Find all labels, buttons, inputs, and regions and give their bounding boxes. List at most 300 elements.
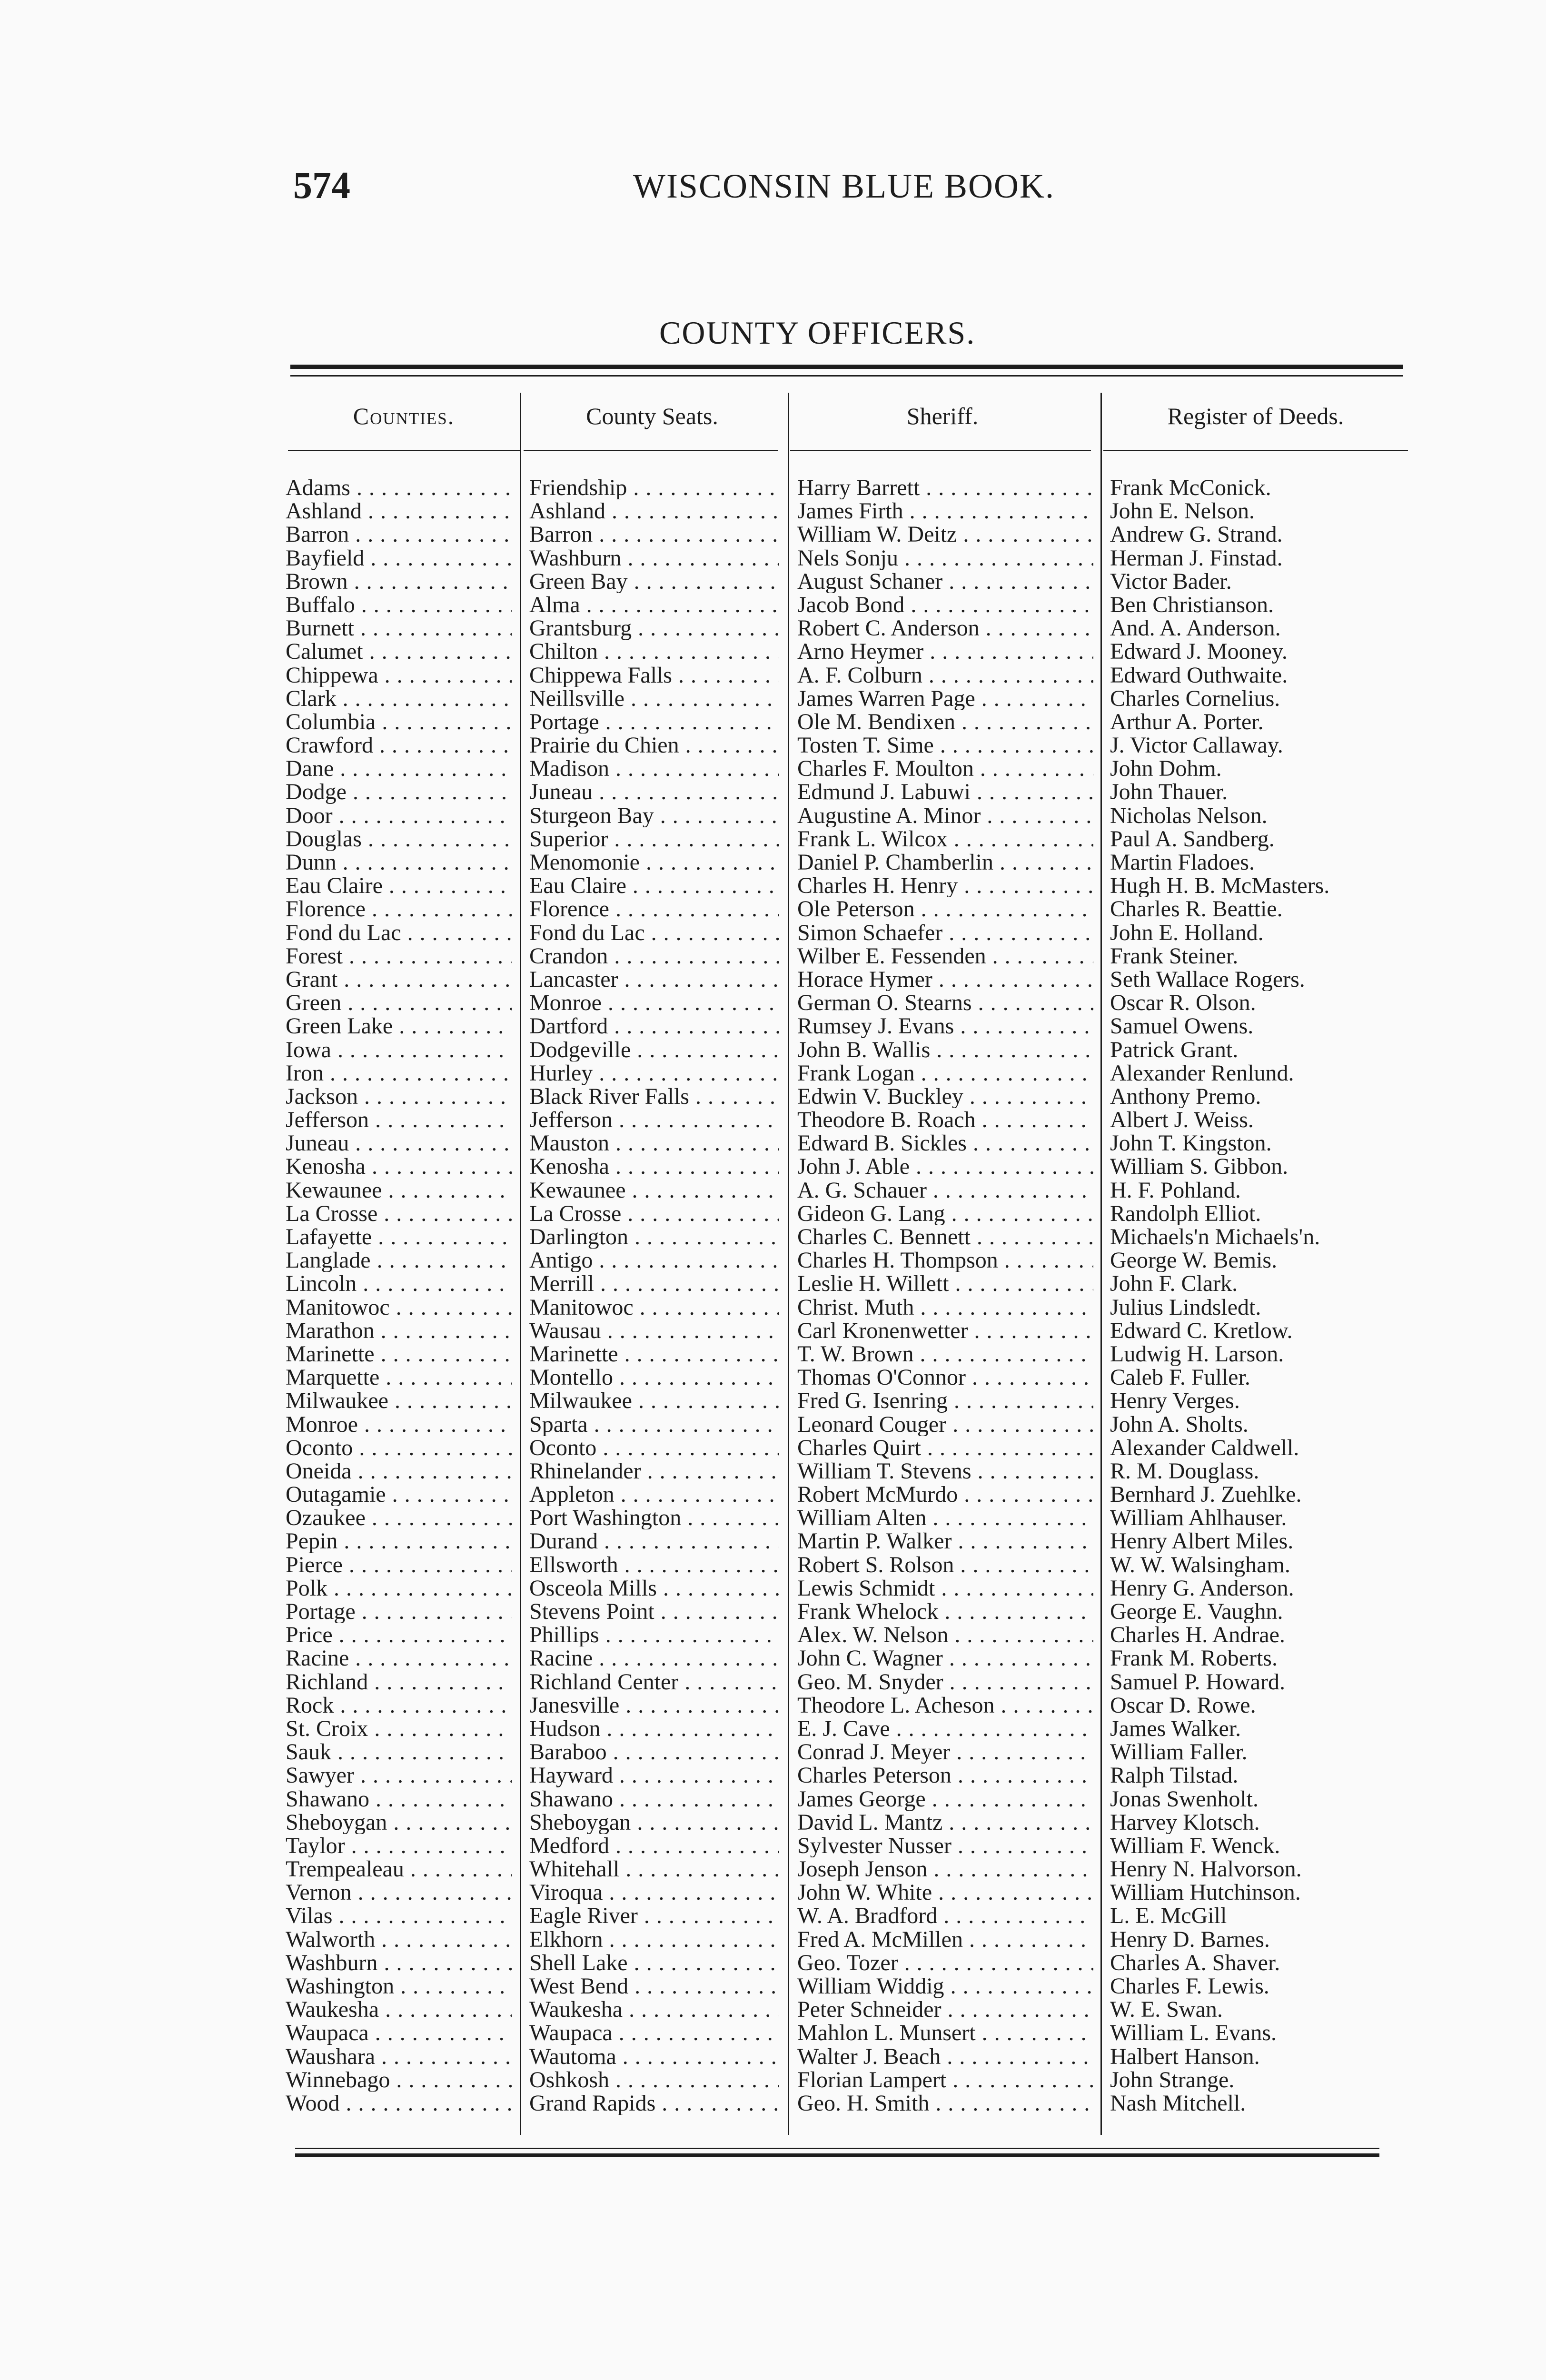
county-name: Douglas . . . [286,827,512,851]
sheriff-name: Theodore L. Acheson . . . [797,1694,1093,1717]
county-name: Burnett . . . [286,616,512,640]
county-seat: Hurley . . . [529,1061,779,1085]
county-name: Washburn . . . [286,1951,512,1974]
register-name: H. F. Pohland. [1110,1178,1241,1202]
county-name: Taylor . . . [286,1834,512,1857]
county-name: Fond du Lac . . . [286,921,512,944]
sheriff-name: William T. Stevens . . . [797,1459,1093,1483]
county-seat: Barron . . . [529,523,779,546]
county-seat: Portage . . . [529,710,779,734]
sheriff-name: A. F. Colburn . . . [797,664,1093,687]
register-name: Ralph Tilstad. [1110,1764,1239,1787]
register-name: John F. Clark. [1110,1272,1238,1296]
county-name: Adams . . . [286,476,512,499]
sheriff-name: Frank Logan . . . [797,1061,1093,1085]
register-name: Bernhard J. Zuehlke. [1110,1483,1302,1507]
register-name: Paul A. Sandberg. [1110,827,1275,851]
county-name: Iowa . . . [286,1038,512,1061]
sheriff-name: Lewis Schmidt . . . [797,1577,1093,1600]
sheriff-name: T. W. Brown . . . [797,1342,1093,1366]
county-name: Lafayette . . . [286,1225,512,1249]
column-header-county-seats: County Seats. [586,403,718,429]
sheriff-name: Jacob Bond . . . [797,593,1093,616]
county-name: Shawano . . . [286,1787,512,1811]
county-name: Trempealeau . . . [286,1857,512,1881]
sheriff-name: William Widdig . . . [797,1974,1093,1998]
register-name: Seth Wallace Rogers. [1110,967,1305,992]
sheriff-name: Florian Lampert . . . [797,2068,1093,2092]
sheriff-name: Harry Barrett . . . [797,476,1093,499]
sheriff-name: Daniel P. Chamberlin . . . [797,851,1093,874]
sheriff-name: Sylvester Nusser . . . [797,1834,1093,1857]
county-seat: Shell Lake . . . [529,1951,779,1974]
county-name: La Crosse . . . [286,1202,512,1225]
county-seat: Oshkosh . . . [529,2068,779,2092]
county-seat: Janesville . . . [529,1694,779,1717]
county-seat: Manitowoc . . . [529,1296,779,1319]
register-name: W. W. Walsingham. [1110,1553,1290,1577]
county-seat: Sturgeon Bay . . . [529,804,779,827]
column-separator [788,393,789,2135]
county-seat: Kenosha . . . [529,1155,779,1178]
sheriff-name: Conrad J. Meyer . . . [797,1740,1093,1764]
county-seat: Osceola Mills . . . [529,1577,779,1600]
county-name: Calumet . . . [286,640,512,663]
section-title: COUNTY OFFICERS. [659,315,976,351]
register-name: Patrick Grant. [1110,1038,1239,1061]
register-name: John E. Holland. [1110,921,1264,944]
county-seat: Chilton . . . [529,640,779,663]
register-name: Henry G. Anderson. [1110,1576,1294,1600]
sheriff-name: Carl Kronenwetter . . . [797,1319,1093,1342]
sheriff-name: Ole Peterson . . . [797,897,1093,921]
county-name: Columbia . . . [286,710,512,734]
county-seat: Port Washington . . . [529,1506,779,1529]
county-seat: Whitehall . . . [529,1857,779,1881]
sheriff-name: Thomas O'Connor . . . [797,1366,1093,1389]
county-seat: Washburn . . . [529,546,779,570]
register-name: Edward J. Mooney. [1110,640,1288,664]
register-name: Charles H. Andrae. [1110,1623,1285,1647]
county-seat: Eagle River . . . [529,1904,779,1927]
register-name: Halbert Hanson. [1110,2044,1260,2068]
county-seat: Mauston . . . [529,1131,779,1155]
sheriff-name: Nels Sonju . . . [797,546,1093,570]
sheriff-name: Arno Heymer . . . [797,640,1093,663]
county-seat: Hayward . . . [529,1764,779,1787]
sheriff-name: E. J. Cave . . . [797,1717,1093,1740]
county-name: Crawford . . . [286,734,512,757]
register-name: L. E. McGill [1110,1904,1227,1928]
sheriff-name: Charles Quirt . . . [797,1436,1093,1459]
county-name: Walworth . . . [286,1928,512,1951]
column-separator [520,393,521,2135]
register-name: Hugh H. B. McMasters. [1110,874,1330,898]
county-name: Marathon . . . [286,1319,512,1342]
county-seat: Jefferson . . . [529,1108,779,1131]
sheriff-name: Martin P. Walker . . . [797,1529,1093,1553]
county-name: Dunn . . . [286,851,512,874]
register-name: Anthony Premo. [1110,1084,1261,1109]
sheriff-column [797,476,1093,2115]
county-seat: Durand . . . [529,1529,779,1553]
county-name: Jefferson . . . [286,1108,512,1131]
sheriff-name: James Firth . . . [797,499,1093,523]
register-name: Randolph Elliot. [1110,1201,1261,1225]
county-seat: Crandon . . . [529,944,779,968]
county-seat: Wautoma . . . [529,2045,779,2068]
county-name: Kenosha . . . [286,1155,512,1178]
register-name: James Walker. [1110,1716,1241,1741]
county-name: Wood . . . [286,2092,512,2115]
sheriff-name: Fred A. McMillen . . . [797,1928,1093,1951]
county-name: Sheboygan . . . [286,1811,512,1834]
county-seat: Sparta . . . [529,1413,779,1436]
register-of-deeds-column [1110,476,1415,2115]
county-name: Oconto . . . [286,1436,512,1459]
sheriff-name: Frank L. Wilcox . . . [797,827,1093,851]
county-seat: Kewaunee . . . [529,1179,779,1202]
county-seat: Milwaukee . . . [529,1389,779,1412]
sheriff-name: W. A. Bradford . . . [797,1904,1093,1927]
county-seat: Green Bay . . . [529,570,779,593]
county-name: Waushara . . . [286,2045,512,2068]
sheriff-name: Horace Hymer . . . [797,968,1093,991]
register-name: J. Victor Callaway. [1110,734,1283,757]
register-name: William L. Evans. [1110,2021,1277,2045]
register-name: Henry N. Halvorson. [1110,1857,1302,1881]
column-header-sheriff: Sheriff. [906,403,979,429]
county-name: Chippewa . . . [286,664,512,687]
county-name: Washington . . . [286,1974,512,1998]
county-seat: Racine . . . [529,1646,779,1670]
register-name: Samuel Owens. [1110,1014,1254,1038]
county-name: Green Lake . . . [286,1014,512,1038]
county-seat: Prairie du Chien . . . [529,734,779,757]
county-name: Winnebago . . . [286,2068,512,2092]
header-underline [790,450,1091,451]
sheriff-name: Edwin V. Buckley . . . [797,1085,1093,1108]
county-seat: Richland Center . . . [529,1670,779,1694]
sheriff-name: Gideon G. Lang . . . [797,1202,1093,1225]
county-seat: Marinette . . . [529,1342,779,1366]
sheriff-name: Frank Whelock . . . [797,1600,1093,1623]
register-name: Henry Verges. [1110,1389,1240,1413]
county-seat: Shawano . . . [529,1787,779,1811]
county-name: Dodge . . . [286,780,512,803]
county-seat: Superior . . . [529,827,779,851]
county-seat: Waupaca . . . [529,2021,779,2044]
register-name: Frank McConick. [1110,476,1271,500]
county-name: Bayfield . . . [286,546,512,570]
county-name: Florence . . . [286,897,512,921]
county-name: Jackson . . . [286,1085,512,1108]
county-seat: Stevens Point . . . [529,1600,779,1623]
header-underline [288,450,520,451]
sheriff-name: A. G. Schauer . . . [797,1179,1093,1202]
register-name: W. E. Swan. [1110,1998,1223,2022]
register-name: Arthur A. Porter. [1110,710,1264,734]
county-name: Ashland . . . [286,499,512,523]
register-name: Alexander Caldwell. [1110,1436,1299,1459]
county-seat: Merrill . . . [529,1272,779,1295]
sheriff-name: Simon Schaefer . . . [797,921,1093,944]
county-seat: Alma . . . [529,593,779,616]
county-name: Monroe . . . [286,1413,512,1436]
county-name: Forest . . . [286,944,512,968]
register-name: John E. Nelson. [1110,499,1255,523]
sheriff-name: John W. White . . . [797,1881,1093,1904]
page-number: 574 [293,165,350,207]
register-name: Frank Steiner. [1110,944,1239,968]
county-name: Vernon . . . [286,1881,512,1904]
county-seat: Ellsworth . . . [529,1553,779,1577]
county-seat: Lancaster . . . [529,968,779,991]
county-name: Pierce . . . [286,1553,512,1577]
register-name: Julius Lindsledt. [1110,1295,1261,1319]
register-name: Alexander Renlund. [1110,1061,1294,1085]
register-name: Charles R. Beattie. [1110,897,1283,921]
register-name: George W. Bemis. [1110,1249,1278,1272]
county-seat: Neillsville . . . [529,687,779,710]
sheriff-name: Rumsey J. Evans . . . [797,1014,1093,1038]
county-seat: Viroqua . . . [529,1881,779,1904]
county-name: Outagamie . . . [286,1483,512,1506]
sheriff-name: John C. Wagner . . . [797,1646,1093,1670]
county-name: Lincoln . . . [286,1272,512,1295]
register-name: Martin Fladoes. [1110,851,1255,874]
register-name: Andrew G. Strand. [1110,523,1283,546]
sheriff-name: John B. Wallis . . . [797,1038,1093,1061]
sheriff-name: Walter J. Beach . . . [797,2045,1093,2068]
register-name: Michaels'n Michaels'n. [1110,1225,1320,1249]
column-header-register-of-deeds: Register of Deeds. [1167,403,1344,429]
county-name: Barron . . . [286,523,512,546]
county-seat: Waukesha . . . [529,1998,779,2021]
county-seat: Dartford . . . [529,1014,779,1038]
register-name: John T. Kingston. [1110,1131,1272,1155]
sheriff-name: Joseph Jenson . . . [797,1857,1093,1881]
header-underline [1103,450,1408,451]
county-seat: Chippewa Falls . . . [529,664,779,687]
sheriff-name: Ole M. Bendixen . . . [797,710,1093,734]
register-name: Herman J. Finstad. [1110,546,1283,570]
top-rule-thick [290,365,1403,369]
bottom-rule-thick [295,2153,1379,2157]
county-seat: Dodgeville . . . [529,1038,779,1061]
sheriff-name: August Schaner . . . [797,570,1093,593]
register-name: Oscar R. Olson. [1110,991,1256,1015]
sheriff-name: German O. Stearns . . . [797,991,1093,1014]
county-name: Vilas . . . [286,1904,512,1927]
register-name: William F. Wenck. [1110,1834,1280,1858]
register-name: Samuel P. Howard. [1110,1670,1285,1694]
county-name: Green . . . [286,991,512,1014]
running-head: WISCONSIN BLUE BOOK. [633,167,1055,205]
county-name: Brown . . . [286,570,512,593]
county-seat: Montello . . . [529,1366,779,1389]
county-name: Price . . . [286,1623,512,1646]
county-name: Marquette . . . [286,1366,512,1389]
county-name: Pepin . . . [286,1529,512,1553]
register-name: Ben Christianson. [1110,593,1274,617]
sheriff-name: James Warren Page . . . [797,687,1093,710]
county-name: Rock . . . [286,1694,512,1717]
sheriff-name: Wilber E. Fessenden . . . [797,944,1093,968]
register-name: John A. Sholts. [1110,1412,1249,1436]
register-name: Henry Albert Miles. [1110,1529,1294,1553]
sheriff-name: Leslie H. Willett . . . [797,1272,1093,1295]
county-seat: Eau Claire . . . [529,874,779,897]
county-seat: Phillips . . . [529,1623,779,1646]
county-seat: Juneau . . . [529,780,779,803]
sheriff-name: Tosten T. Sime . . . [797,734,1093,757]
sheriff-name: William Alten . . . [797,1506,1093,1529]
register-name: Victor Bader. [1110,569,1232,593]
county-seat: Oconto . . . [529,1436,779,1459]
county-name: Grant . . . [286,968,512,991]
register-name: Edward C. Kretlow. [1110,1319,1293,1342]
county-seat: Darlington . . . [529,1225,779,1249]
county-seat: La Crosse . . . [529,1202,779,1225]
county-name: St. Croix . . . [286,1717,512,1740]
register-name: John Strange. [1110,2068,1235,2092]
county-seat: Hudson . . . [529,1717,779,1740]
sheriff-name: Fred G. Isenring . . . [797,1389,1093,1412]
bottom-rule-thin [295,2148,1379,2149]
county-seat: Appleton . . . [529,1483,779,1506]
register-name: Albert J. Weiss. [1110,1108,1254,1132]
county-seat: Menomonie . . . [529,851,779,874]
register-name: Nicholas Nelson. [1110,803,1268,827]
sheriff-name: Robert McMurdo . . . [797,1483,1093,1506]
county-seat: Sheboygan . . . [529,1811,779,1834]
register-name: Charles F. Lewis. [1110,1974,1269,1998]
county-name: Langlade . . . [286,1249,512,1272]
county-seat: Grantsburg . . . [529,616,779,640]
sheriff-name: William W. Deitz . . . [797,523,1093,546]
county-name: Door . . . [286,804,512,827]
sheriff-name: Geo. M. Snyder . . . [797,1670,1093,1694]
county-seat: Elkhorn . . . [529,1928,779,1951]
county-seat: Friendship . . . [529,476,779,499]
county-name: Racine . . . [286,1646,512,1670]
sheriff-name: Alex. W. Nelson . . . [797,1623,1093,1646]
county-name: Marinette . . . [286,1342,512,1366]
register-name: Harvey Klotsch. [1110,1810,1260,1834]
register-name: R. M. Douglass. [1110,1459,1259,1483]
county-seat: Black River Falls . . . [529,1085,779,1108]
county-name: Kewaunee . . . [286,1179,512,1202]
county-seat: Monroe . . . [529,991,779,1014]
county-name: Milwaukee . . . [286,1389,512,1412]
register-name: Henry D. Barnes. [1110,1927,1270,1951]
county-name: Ozaukee . . . [286,1506,512,1529]
sheriff-name: Geo. Tozer . . . [797,1951,1093,1974]
county-name: Oneida . . . [286,1459,512,1483]
sheriff-name: Charles F. Moulton . . . [797,757,1093,780]
county-seat: Fond du Lac . . . [529,921,779,944]
sheriff-name: Augustine A. Minor . . . [797,804,1093,827]
county-seats-column [529,476,779,2115]
register-name: George E. Vaughn. [1110,1600,1283,1624]
sheriff-name: Edmund J. Labuwi . . . [797,780,1093,803]
county-name: Clark . . . [286,687,512,710]
register-name: Edward Outhwaite. [1110,663,1288,687]
register-name: And. A. Anderson. [1110,616,1281,640]
register-name: William Hutchinson. [1110,1881,1301,1904]
sheriff-name: Charles Peterson . . . [797,1764,1093,1787]
register-name: Jonas Swenholt. [1110,1787,1259,1811]
register-name: Nash Mitchell. [1110,2091,1246,2115]
register-name: Oscar D. Rowe. [1110,1693,1256,1717]
sheriff-name: Robert S. Rolson . . . [797,1553,1093,1577]
top-rule-thin [290,375,1403,377]
county-name: Dane . . . [286,757,512,780]
county-name: Polk . . . [286,1577,512,1600]
counties-column [286,476,512,2115]
register-name: Caleb F. Fuller. [1110,1366,1250,1389]
county-name: Portage . . . [286,1600,512,1623]
county-name: Eau Claire . . . [286,874,512,897]
column-separator [1100,393,1102,2135]
register-name: Charles Cornelius. [1110,686,1280,710]
sheriff-name: Charles H. Thompson . . . [797,1249,1093,1272]
county-name: Richland . . . [286,1670,512,1694]
sheriff-name: David L. Mantz . . . [797,1811,1093,1834]
county-seat: Antigo . . . [529,1249,779,1272]
county-name: Manitowoc . . . [286,1296,512,1319]
sheriff-name: Geo. H. Smith . . . [797,2092,1093,2115]
sheriff-name: Robert C. Anderson . . . [797,616,1093,640]
sheriff-name: Peter Schneider . . . [797,1998,1093,2021]
county-seat: Wausau . . . [529,1319,779,1342]
sheriff-name: Edward B. Sickles . . . [797,1131,1093,1155]
county-seat: Medford . . . [529,1834,779,1857]
county-seat: Grand Rapids . . . [529,2092,779,2115]
register-name: Ludwig H. Larson. [1110,1342,1284,1366]
county-name: Waupaca . . . [286,2021,512,2044]
sheriff-name: James George . . . [797,1787,1093,1811]
county-name: Juneau . . . [286,1131,512,1155]
county-seat: Rhinelander . . . [529,1459,779,1483]
sheriff-name: Theodore B. Roach . . . [797,1108,1093,1131]
county-seat: Madison . . . [529,757,779,780]
county-seat: Baraboo . . . [529,1740,779,1764]
register-name: William S. Gibbon. [1110,1155,1288,1179]
county-name: Iron . . . [286,1061,512,1085]
register-name: John Thauer. [1110,780,1228,804]
county-name: Buffalo . . . [286,593,512,616]
sheriff-name: Christ. Muth . . . [797,1296,1093,1319]
register-name: William Faller. [1110,1740,1248,1764]
register-name: Charles A. Shaver. [1110,1951,1280,1974]
column-header-counties: Counties. [353,403,455,429]
county-seat: Ashland . . . [529,499,779,523]
county-seat: Florence . . . [529,897,779,921]
county-name: Sawyer . . . [286,1764,512,1787]
county-seat: West Bend . . . [529,1974,779,1998]
sheriff-name: Mahlon L. Munsert . . . [797,2021,1093,2044]
register-name: John Dohm. [1110,757,1222,781]
sheriff-name: Charles H. Henry . . . [797,874,1093,897]
header-underline [524,450,778,451]
register-name: William Ahlhauser. [1110,1506,1287,1530]
sheriff-name: Leonard Couger . . . [797,1413,1093,1436]
sheriff-name: John J. Able . . . [797,1155,1093,1178]
county-name: Waukesha . . . [286,1998,512,2021]
register-name: Frank M. Roberts. [1110,1646,1278,1670]
